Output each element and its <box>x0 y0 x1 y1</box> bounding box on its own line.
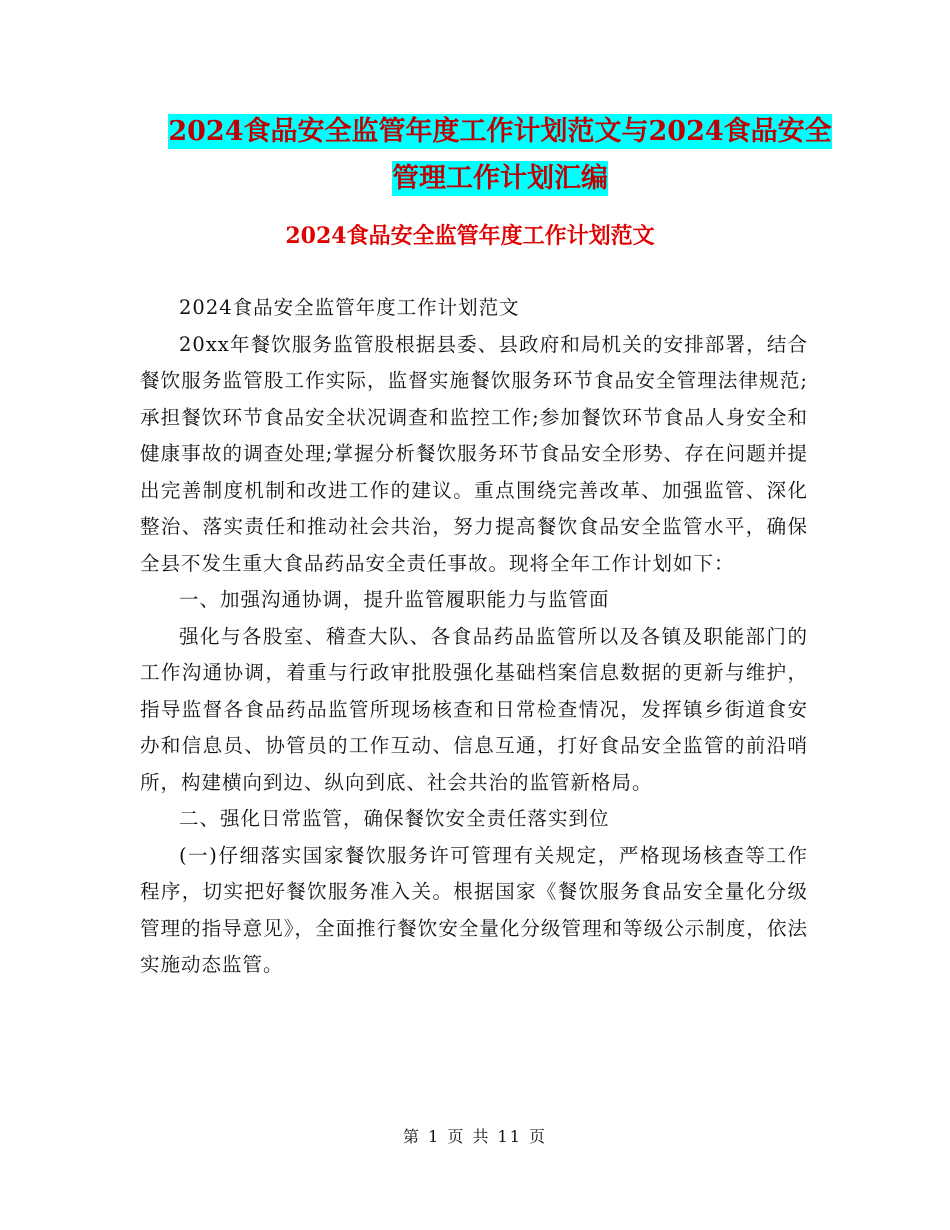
paragraph-section-1: 强化与各股室、稽查大队、各食品药品监管所以及各镇及职能部门的工作沟通协调，着重与行政审批股强化基础档案信息数据的更新与维护，指导监督各食品药品监管所现场核查和日常检查情况，发挥镇乡街道食安办和信息员、协管员的工作互动、信息互通，打好食品安全监管的前沿哨所，构建横向到边、纵向到底、社会共治的监管新格局。 <box>140 624 808 794</box>
document-title-line-1: 2024食品安全监管年度工作计划范文与2024食品安全 <box>168 116 832 147</box>
paragraph-subtitle: 2024食品安全监管年度工作计划范文 <box>179 296 520 319</box>
section-title: 2024食品安全监管年度工作计划范文 <box>285 223 655 249</box>
document-title <box>140 108 860 202</box>
page-footer: 第 1 页 共 11 页 <box>403 1127 547 1146</box>
heading-section-2: 二、强化日常监管，确保餐饮安全责任落实到位 <box>179 807 610 830</box>
document-body <box>140 290 808 984</box>
paragraph-section-2-item-1: (一)仔细落实国家餐饮服务许可管理有关规定，严格现场核查等工作程序，切实把好餐饮服务准入关。根据国家《餐饮服务食品安全量化分级管理的指导意见》，全面推行餐饮安全量化分级管理和等级公示制度，依法实施动态监管。 <box>140 843 808 976</box>
document-title-line-2: 管理工作计划汇编 <box>392 163 608 194</box>
heading-section-1: 一、加强沟通协调，提升监管履职能力与监管面 <box>179 588 610 611</box>
paragraph-intro: 20xx年餐饮服务监管股根据县委、县政府和局机关的安排部署，结合餐饮服务监管股工作实际，监督实施餐饮服务环节食品安全管理法律规范;承担餐饮环节食品安全状况调查和监控工作;参加餐饮环节食品人身安全和健康事故的调查处理;掌握分析餐饮服务环节食品安全形势、存在问题并提出完善制度机制和改进工作的建议。重点围绕完善改革、加强监管、深化整治、落实责任和推动社会共治，努力提高餐饮食品安全监管水平，确保全县不发生重大食品药品安全责任事故。现将全年工作计划如下： <box>140 332 808 575</box>
